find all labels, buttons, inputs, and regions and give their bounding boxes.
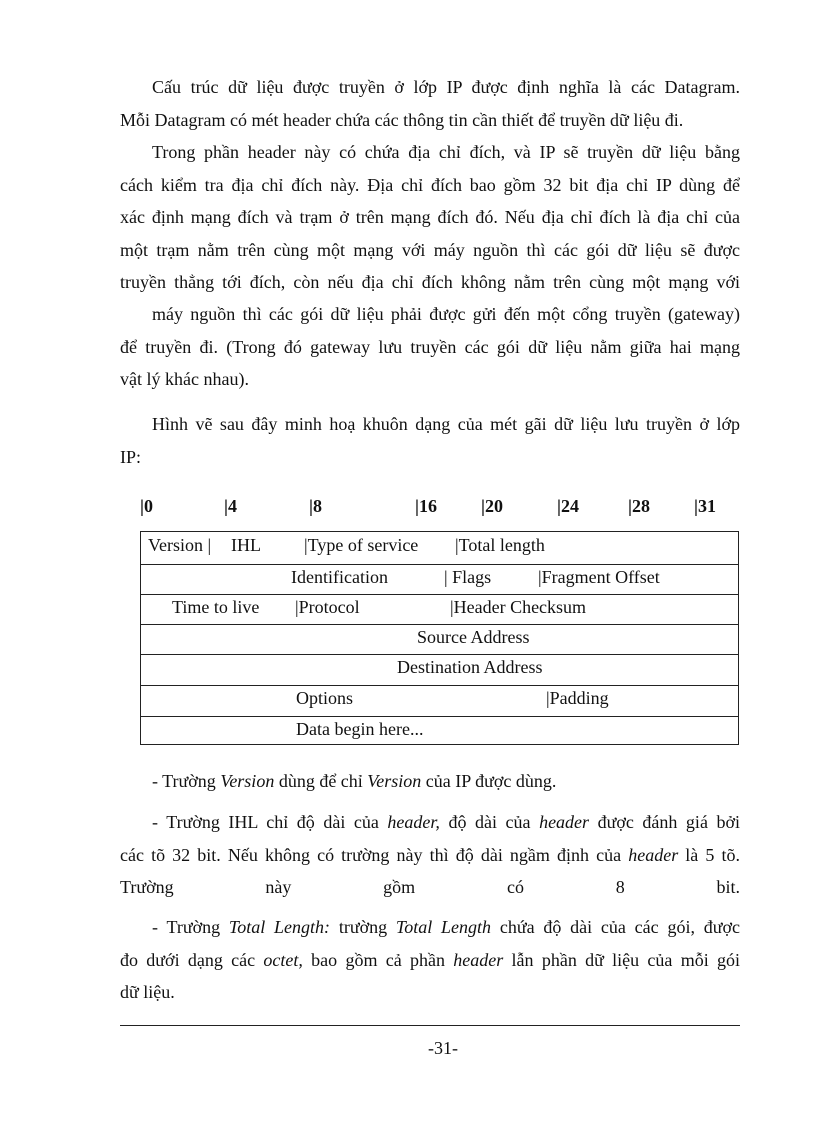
text-run: header [539, 812, 590, 832]
text-run: Total Length: [228, 917, 331, 937]
ip-datagram-header-diagram [140, 531, 739, 745]
field-fragment-offset: |Fragment Offset [538, 567, 660, 587]
text-line [120, 871, 740, 904]
text-run: chứa độ dài của các gói, được [491, 917, 740, 937]
word: này [265, 877, 292, 897]
text-run: header, [387, 812, 440, 832]
text-line: IP: [120, 446, 142, 467]
note-version [120, 765, 740, 798]
text-run: các tõ 32 bit. Nếu không có trường này thì độ dài ngầm định của [120, 844, 629, 865]
text-line: truyền thẳng tới đích, còn nếu địa chỉ đích không nằm trên cùng một mạng với [120, 272, 740, 292]
page-number: -31- [428, 1038, 458, 1058]
footer-divider [120, 1025, 740, 1026]
field-header-checksum: |Header Checksum [450, 597, 587, 617]
paragraph-header-address [120, 136, 740, 299]
field-ihl: IHL [231, 535, 261, 555]
field-time-to-live: Time to live [172, 597, 260, 617]
field-protocol: |Protocol [295, 597, 360, 617]
field-source-address: Source Address [417, 627, 530, 647]
text-run: header [628, 844, 679, 865]
word: 8 [615, 877, 625, 897]
text-line: vật lý khác nhau). [120, 369, 249, 389]
text-run: bao gồm cả phần [302, 949, 454, 970]
bit-label: |31 [694, 496, 716, 516]
bit-label: |20 [481, 496, 503, 516]
text-run: dùng để chỉ [274, 771, 368, 791]
text-run: độ dài của [439, 812, 540, 832]
field-flags: | Flags [444, 567, 492, 587]
text-run: của IP được dùng. [421, 771, 557, 791]
field-total-length: |Total length [455, 535, 545, 555]
word: có [506, 877, 524, 897]
text-run: octet, [263, 949, 303, 970]
header-row-5 [141, 654, 738, 686]
header-row-3 [141, 594, 738, 625]
text-line: Hình vẽ sau đây minh hoạ khuôn dạng của mét gãi dữ liệu lưu truyền ở lớp [152, 414, 740, 434]
text-line [120, 911, 740, 944]
bit-label: |8 [309, 496, 322, 516]
text-run: lẫn phần dữ liệu của mỗi gói [503, 949, 740, 970]
bit-position-ruler [140, 496, 740, 520]
field-padding: |Padding [546, 688, 609, 708]
header-row-4 [141, 624, 738, 655]
note-total-length [120, 911, 740, 1009]
header-row-1 [141, 532, 738, 565]
text-line: cách kiểm tra địa chỉ đích này. Địa chỉ đích bao gồm 32 bit địa chỉ IP dùng để [120, 174, 740, 195]
text-run: header [453, 949, 504, 970]
text-line: máy nguồn thì các gói dữ liệu phải được gửi đến một cổng truyền (gateway) [152, 304, 740, 324]
text-run: được đánh giá bởi [589, 812, 740, 832]
text-run: là 5 tõ. [678, 844, 741, 865]
text-run: - Trường [152, 917, 229, 937]
paragraph-figure-intro [120, 408, 740, 473]
paragraph-datagram [120, 71, 740, 136]
text-line [120, 765, 740, 798]
word: Trường [120, 877, 174, 897]
text-run: - Trường IHL chỉ độ dài của [152, 812, 388, 832]
text-line [120, 806, 740, 839]
text-line: một trạm nằm trên cùng một mạng với máy nguồn thì các gói dữ liệu sẽ được [120, 239, 740, 260]
note-ihl [120, 806, 740, 904]
text-line: Cấu trúc dữ liệu được truyền ở lớp IP được định nghĩa là các Datagram. [152, 77, 740, 97]
text-run: Total Length [395, 917, 492, 937]
field-destination-address: Destination Address [397, 657, 543, 677]
header-row-2 [141, 564, 738, 595]
text-line: Mỗi Datagram có mét header chứa các thông tin cần thiết để truyền dữ liệu đi. [120, 109, 684, 130]
text-line [120, 839, 740, 872]
word: gồm [383, 877, 416, 897]
text-line: Trong phần header này có chứa địa chỉ đích, và IP sẽ truyền dữ liệu bằng [152, 142, 740, 162]
text-run: Version [220, 771, 275, 791]
text-line: để truyền đi. (Trong đó gateway lưu truyền các gói dữ liệu nằm giữa hai mạng [120, 336, 740, 357]
field-type-of-service: |Type of service [304, 535, 419, 555]
paragraph-gateway [120, 298, 740, 396]
field-identification: Identification [291, 567, 388, 587]
word: bit. [716, 877, 740, 897]
text-run: Version [367, 771, 422, 791]
bit-label: |16 [415, 496, 437, 516]
bit-label: |0 [140, 496, 153, 516]
bit-label: |28 [628, 496, 650, 516]
header-row-6 [141, 685, 738, 717]
text-run: đo dưới dạng các [120, 949, 264, 970]
field-data: Data begin here... [296, 719, 424, 739]
header-row-7 [141, 716, 738, 746]
text-line: dữ liệu. [120, 982, 175, 1002]
text-run: trường [330, 917, 396, 937]
text-line [120, 944, 740, 977]
text-run: - Trường [152, 771, 221, 791]
text-line: xác định mạng đích và trạm ở trên mạng đích đó. Nếu địa chỉ đích là địa chỉ của [120, 207, 740, 227]
bit-label: |4 [224, 496, 237, 516]
field-version: Version | [148, 535, 212, 555]
field-options: Options [296, 688, 354, 708]
bit-label: |24 [557, 496, 579, 516]
